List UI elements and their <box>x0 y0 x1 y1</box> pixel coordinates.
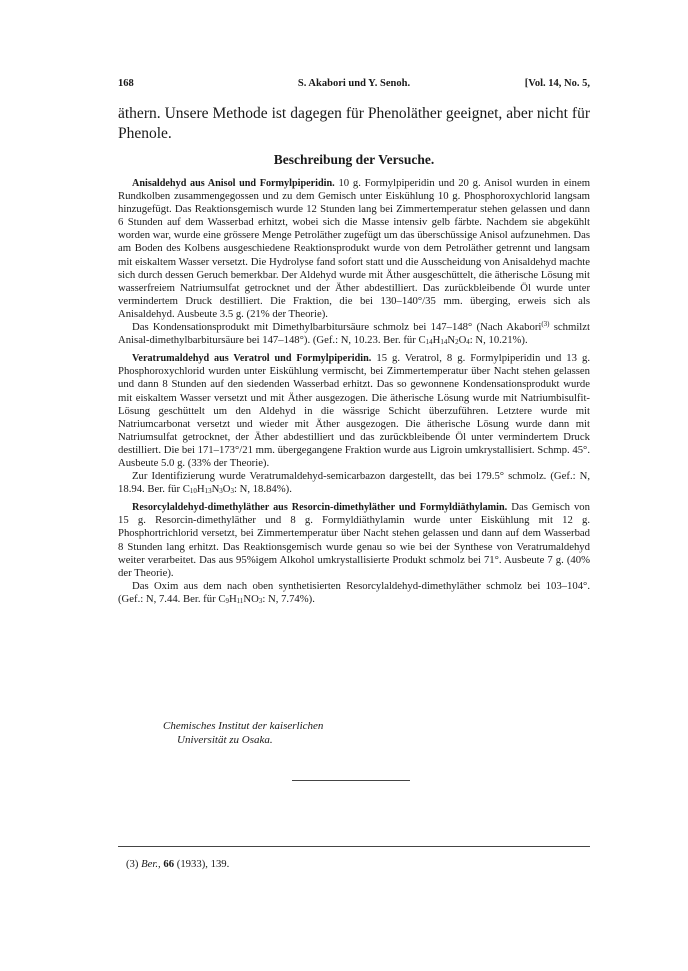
footnote-volume: 66 <box>163 858 175 870</box>
paragraph-heading: Veratrumaldehyd aus Veratrol und Formylpiperidin. <box>132 353 372 365</box>
header-authors: S. Akabori und Y. Senoh. <box>297 78 411 89</box>
paragraph-text: Das Gemisch von 15 g. Resorcin-dimethyläther und 8 g. Formyldiäthylamin wurde unter Eiskühlung mit 12 g. Phosphortrichlorid versetzt, bei Zimmertemperatur über Nacht stehen gelassen und dann auf dem Wasserbad 8 Stunden lang erhitzt. Das Reaktionsgemisch wurde genau so wie bei der Synthese von Veratrumaldehyd weiter verarbeitet. Das aus 95%igem Alkohol umkrystallisierte Produkt schmolz bei 71°. Ausbeute 7 g. (40% der Theorie). <box>118 501 590 579</box>
paragraph-anisaldehyd <box>118 177 590 321</box>
institution-line-1: Chemisches Institut der kaiserlichen <box>163 720 324 732</box>
paragraph-heading: Anisaldehyd aus Anisol und Formylpiperidin. <box>132 178 335 189</box>
header-volume: [Vol. 14, No. 5, <box>524 78 590 89</box>
page-number: 168 <box>118 78 134 89</box>
footnote <box>126 858 229 870</box>
institution-affiliation <box>163 719 323 747</box>
institution-line-2: Universität zu Osaka. <box>177 734 273 746</box>
footnote-year-page: (1933), 139. <box>176 858 230 870</box>
paragraph-resorcylaldehyd <box>118 501 590 580</box>
paragraph-oxim: Das Oxim aus dem nach oben synthetisierten Resorcylaldehyd-dimethyläther schmolz bei 103–104°. (Gef.: N, 7.44. Ber. für $C_9H_{11}NO_3$: N, 7.74%). <box>118 579 590 605</box>
paragraph-veratrumaldehyd <box>118 352 590 470</box>
intro-paragraph: äthern. Unsere Methode ist dagegen für Phenoläther geeignet, aber nicht für Phenole. <box>118 105 590 142</box>
end-divider <box>292 780 410 781</box>
paragraph-semicarbazon: Zur Identifizierung wurde Veratrumaldehyd-semicarbazon dargestellt, das bei 179.5° schmolz. (Gef.: N, 18.94. Ber. für $C_{10}H_{13}N_3O_3$: N, 18.84%). <box>118 470 590 496</box>
footnote-number: (3) <box>126 858 139 870</box>
paragraph-text: 10 g. Formylpiperidin und 20 g. Anisol wurden in einem Rundkolben zusammengegossen und zu dem Gemisch unter Eiskühlung 10 g. Phosphoroxychlorid langsam hinzugefügt. Das Reaktionsgemisch wurde 12 Stunden lang bei Zimmertemperatur stehen gelassen und dann 6 Stunden auf dem Wasserbad erhitzt, wobei sich die Masse intensiv gelb färbte. Nachdem sie abgekühlt worden war, wurde eine grössere Menge Petroläther zugefügt um das überschüssige Anisol aufzunehmen. Das am Boden des Kolbens ausgeschiedene Reaktionsprodukt wurde von dem Petroläther getrennt und langsam mit eiskaltem Wasser versetzt. Die Hydrolyse fand sofort statt und die Ausscheidung von Anisaldehyd machte sich durch dessen Geruch bemerkbar. Der Aldehyd wurde mit Äther ausgeschüttelt, die ätherische Lösung mit wasserfreiem Natriumsulfat getrocknet und der Äther abdestilliert. Das zurückbleibende Öl wurde unter vermindertem Druck destilliert. Die Fraktion, die bei 130–140°/35 mm. überging, erweis sich als Anisaldehyd. Ausbeute 3.5 g. (21% der Theorie). <box>118 177 591 320</box>
footnote-journal: Ber., <box>141 858 161 870</box>
section-title: Beschreibung der Versuche. <box>273 152 435 167</box>
paragraph-text: 15 g. Veratrol, 8 g. Formylpiperidin und 13 g. Phosphoroxychlorid wurden unter Eiskühlung vermischt, bei Zimmertemperatur über Nacht stehen gelassen und dann 8 Stunden auf den siedenden Wasserbad erhitzt. Das so gewonnene Kondensationsprodukt wurde mit eiskaltem Wasser versetzt und mit Äther ausgezogen. Die ätherische Lösung wurde mit Natriumbisulfit-Lösung geschüttelt um den Aldehyd in die wässrige Schicht überzuführen. Letztere wurde mit Natriumcarbonat versetzt und wieder mit Äther ausgezogen. Die ätherische Lösung wurde dann mit Natriumsulfat getrocknet, der Äther abdestilliert und das zurückbleibende Öl unter vermindertem Druck destilliert. Die bei 171–173°/21 mm. übergegangene Fraktion wurde aus Ligroin umkrystallisiert. Schmp. 45°. Ausbeute 5.0 g. (33% der Theorie). <box>118 352 590 469</box>
footnote-divider <box>118 846 590 847</box>
running-header <box>118 78 590 92</box>
footnote-ref: (3) <box>541 320 550 329</box>
experimental-section <box>118 177 590 611</box>
paragraph-heading: Resorcylaldehyd-dimethyläther aus Resorcin-dimethyläther und Formyldiäthylamin. <box>132 502 508 514</box>
paragraph-barbitur: Das Kondensationsprodukt mit Dimethylbarbitursäure schmolz bei 147–148° (Nach Akabori$^{(3)}$ schmilzt Anisal-dimethylbarbitursäure bei 147–148°). (Gef.: N, 10.23. Ber. für $C_{14}H_{14}N_2O_4$: N, 10.21%). <box>118 320 590 347</box>
